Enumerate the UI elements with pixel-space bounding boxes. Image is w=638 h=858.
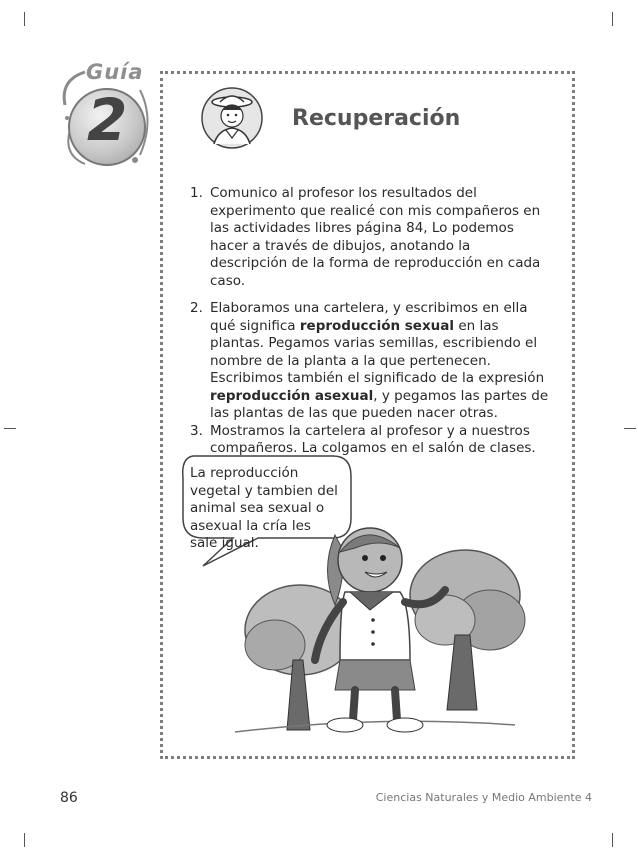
crop-mark (624, 428, 636, 429)
guide-label: Guía (86, 60, 144, 84)
bold-term: reproducción asexual (210, 387, 374, 404)
activity-list (190, 185, 550, 458)
crop-mark (24, 833, 25, 847)
speech-bubble-text: La reproducción vegetal y tambien del animal sea sexual o asexual la cría les sale igual. (190, 465, 338, 551)
list-item-number: 3. (190, 422, 203, 439)
crop-mark (612, 12, 613, 26)
text-segment: Elaboramos una cartelera, y escribimos en ella qué significa (210, 300, 528, 334)
guide-number: 2 (87, 86, 128, 154)
list-item (190, 300, 550, 423)
crop-mark (24, 12, 25, 26)
page-title: Recuperación (292, 106, 461, 131)
list-item-number: 2. (190, 300, 203, 316)
list-item-text (210, 300, 550, 423)
list-item-text: Mostramos la cartelera al profesor y a nuestros compañeros. La colgamos en el salón de clases. (210, 422, 536, 456)
bold-term: reproducción sexual (299, 317, 455, 334)
crop-mark (4, 428, 16, 429)
crop-mark (612, 833, 613, 847)
page-number: 86 (60, 790, 78, 806)
text-segment: en las plantas. Pegamos varias semillas, escribiendo el nombre de la planta a la que pertenecen. Escribimos también el significado de la expresión (210, 317, 545, 386)
boy-portrait-illustration (200, 86, 264, 150)
list-item-text: Comunico al profesor los resultados del experimento que realicé con mis compañeros en las actividades libres página 84, Lo podemos hacer a través de dibujos, anotando la descripción de la forma de reproducción en cada caso. (210, 185, 541, 289)
text-segment: , y pegamos las partes de las plantas de las que pueden nacer otras. (210, 387, 549, 421)
list-item (190, 185, 550, 290)
list-item-number: 1. (190, 185, 203, 201)
girl-with-trees-illustration (215, 510, 535, 750)
book-title: Ciencias Naturales y Medio Ambiente 4 (375, 791, 592, 804)
